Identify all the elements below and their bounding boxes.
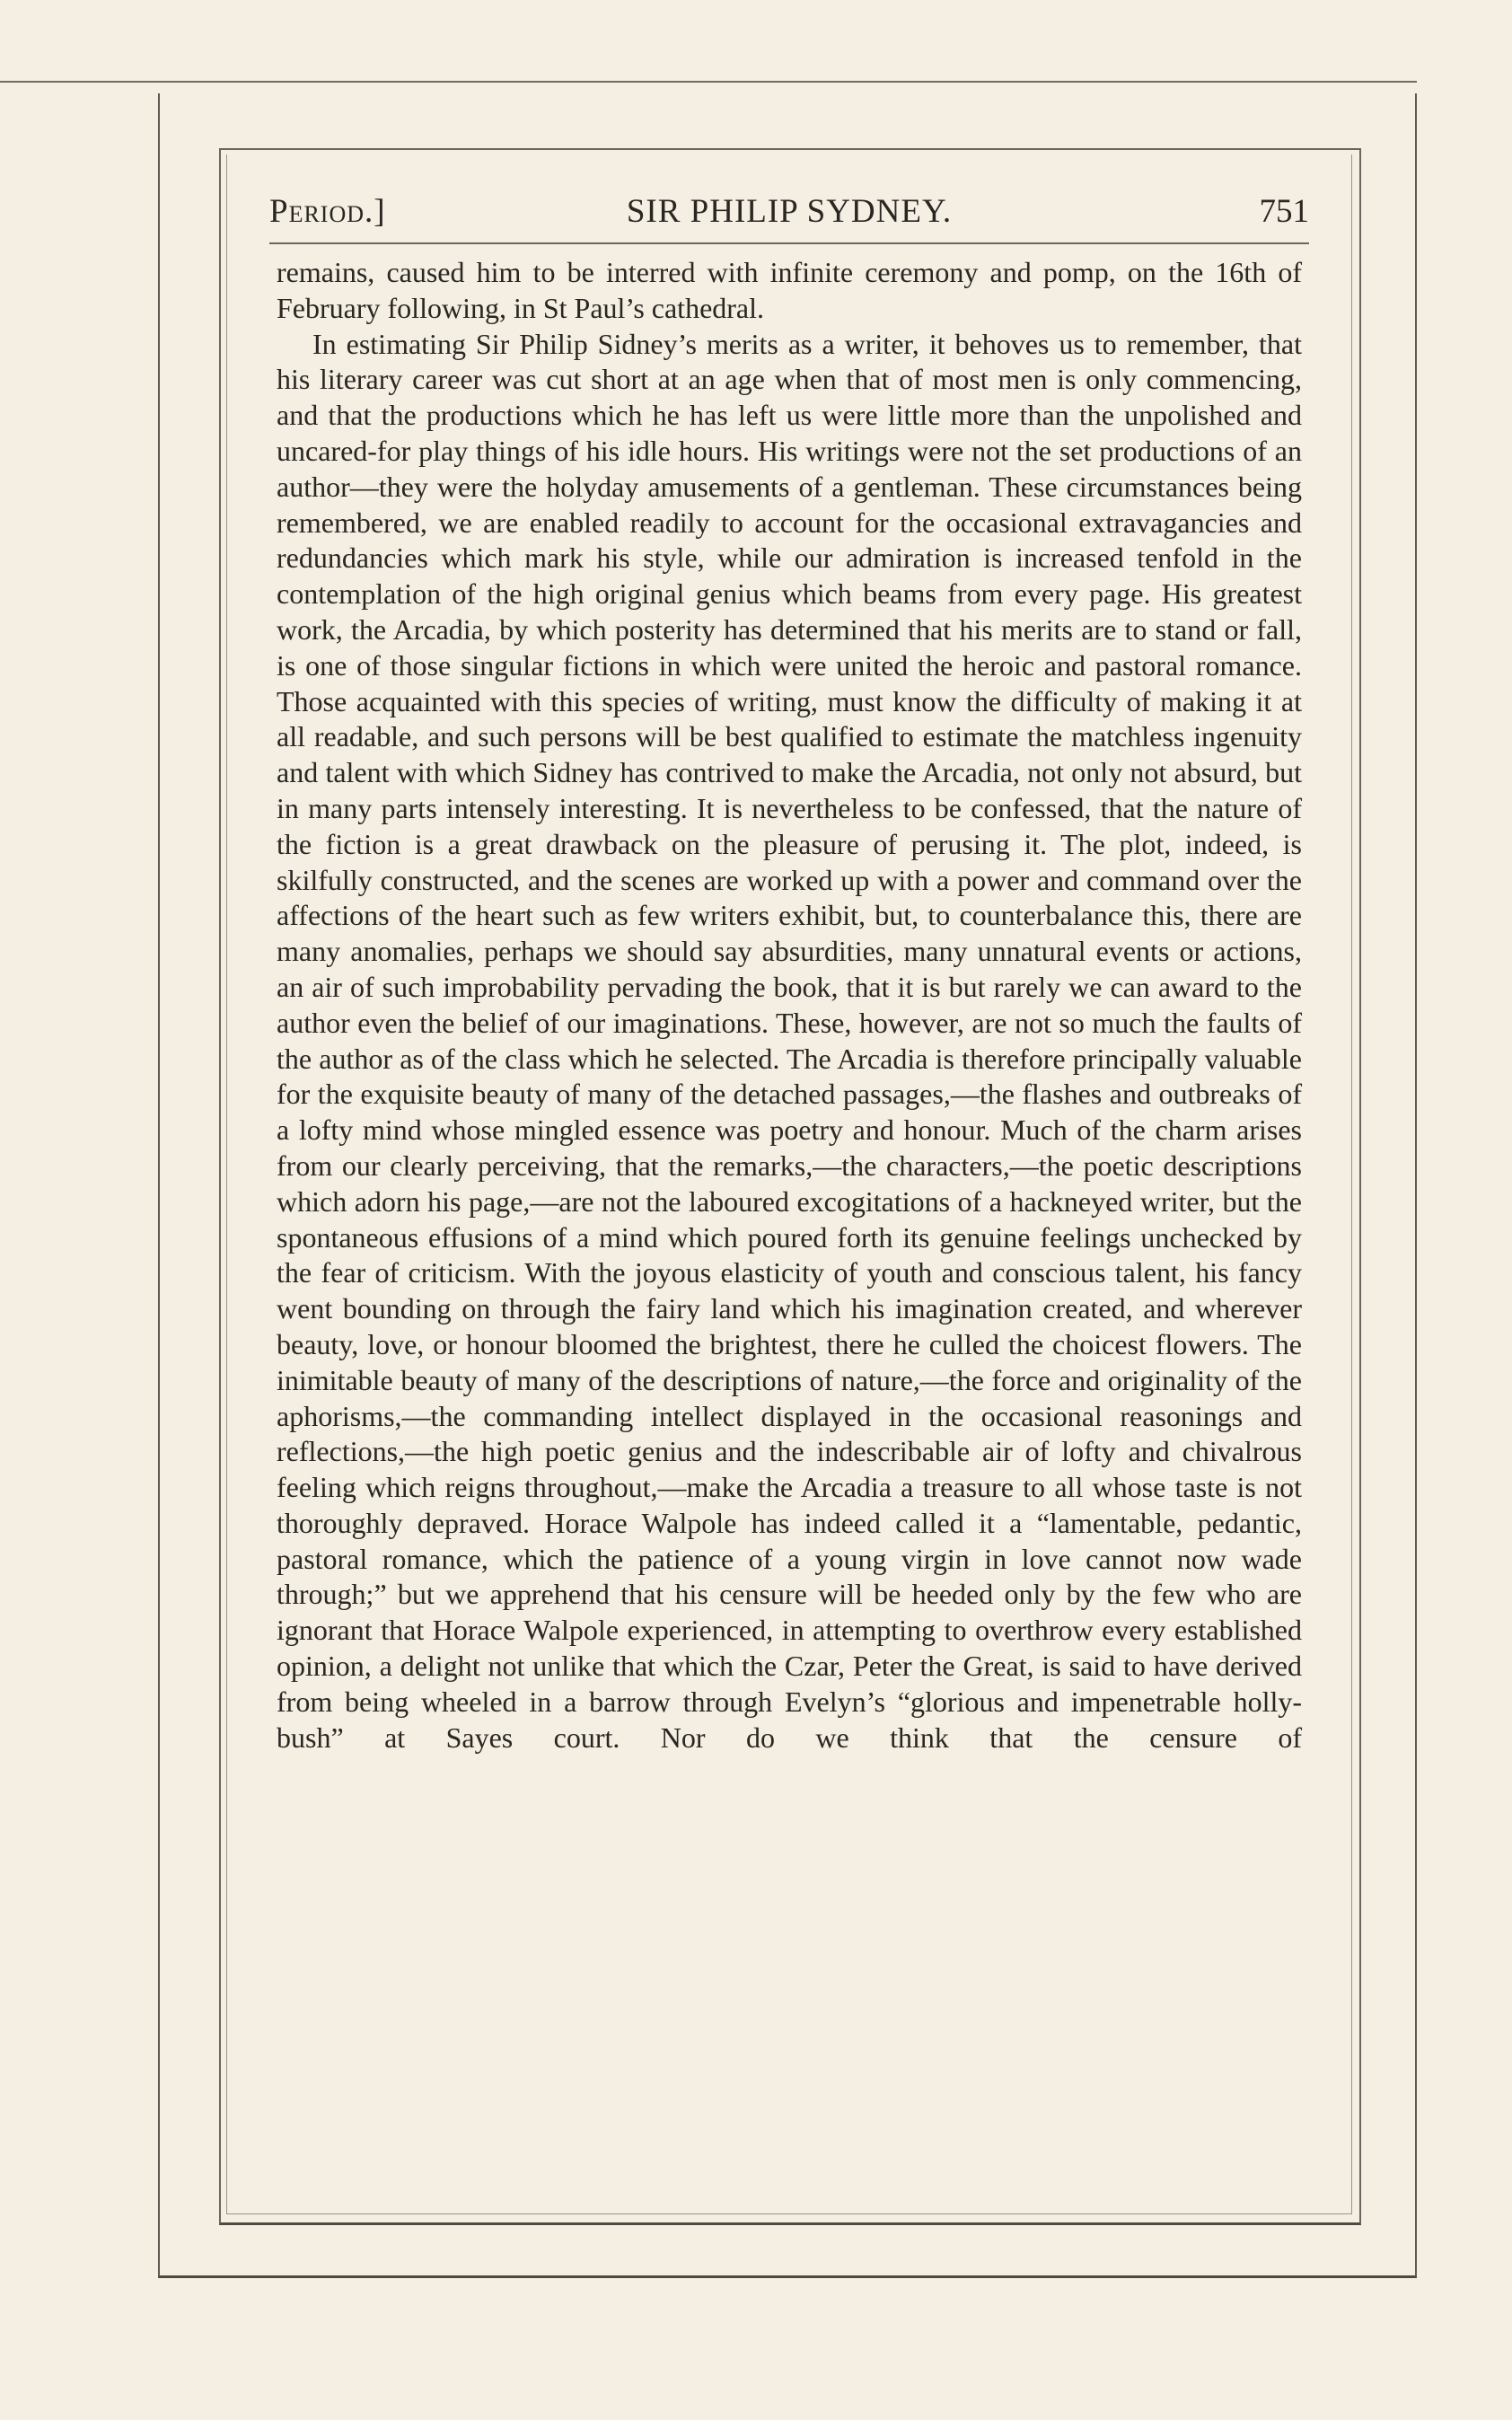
header-rule (269, 242, 1309, 244)
running-head (269, 187, 1309, 237)
running-head-title: SIR PHILIP SYDNEY. (626, 193, 953, 230)
top-page-rule (0, 81, 1417, 83)
running-head-period: Period.] (269, 193, 386, 230)
body-text (277, 255, 1302, 1756)
paragraph-continuation: remains, caused him to be interred with infinite ceremony and pomp, on the 16th of February following, in St Paul’s cathedral. (277, 256, 1302, 324)
page-number: 751 (1259, 193, 1309, 230)
paragraph-arcadia-critique: In estimating Sir Philip Sidney’s merits as a writer, it behoves us to remember, that his literary career was cut short at an age when that of most men is only commencing, and that the productions which he has left us were little more than the unpolished and uncared-for play things of his idle hours. His writings were not the set productions of an author—they were the holyday amusements of a gentleman. These circumstances being remembered, we are enabled readily to account for the occasional extravagancies and redundancies which mark his style, while our admiration is increased tenfold in the contemplation of the high original genius which beams from every page. His greatest work, the Arcadia, by which posterity has determined that his merits are to stand or fall, is one of those singular fictions in which were united the heroic and pastoral romance. Those acquainted with this species of writing, must know the difficulty of making it at all readable, and such persons will be best qualified to estimate the matchless ingenuity and talent with which Sidney has contrived to make the Arcadia, not only not absurd, but in many parts intensely interesting. It is nevertheless to be confessed, that the nature of the fiction is a great drawback on the pleasure of perusing it. The plot, indeed, is skilfully constructed, and the scenes are worked up with a power and command over the affections of the heart such as few writers exhibit, but, to counterbalance this, there are many anomalies, perhaps we should say absurdities, many unnatural events or actions, an air of such improbability pervading the book, that it is but rarely we can award to the author even the belief of our imaginations. These, however, are not so much the faults of the author as of the class which he selected. The Arcadia is therefore principally valuable for the exquisite beauty of many of the detached passages,—the flashes and outbreaks of a lofty mind whose mingled essence was poetry and honour. Much of the charm arises from our clearly perceiving, that the remarks,—the characters,—the poetic descriptions which adorn his page,—are not the laboured excogitations of a hackneyed writer, but the spontaneous effusions of a mind which poured forth its genuine feelings unchecked by the fear of criticism. With the joyous elasticity of youth and conscious talent, his fancy went bounding on through the fairy land which his imagination created, and wherever beauty, love, or honour bloomed the brightest, there he culled the choicest flowers. The inimitable beauty of many of the descriptions of nature,—the force and originality of the aphorisms,—the commanding intellect displayed in the occasional reasonings and reflections,—the high poetic genius and the indescribable air of lofty and chivalrous feeling which reigns throughout,—make the Arcadia a treasure to all whose taste is not thoroughly depraved. Horace Walpole has indeed called it a “lamentable, pedantic, pastoral romance, which the patience of a young virgin in love cannot now wade through;” but we apprehend that his censure will be heeded only by the few who are ignorant that Horace Walpole experienced, in attempting to overthrow every established opinion, a delight not unlike that which the Czar, Peter the Great, is said to have derived from being wheeled in a barrow through Evelyn’s “glorious and impenetrable holly-bush” at Sayes court. Nor do we think that the censure of (277, 327, 1302, 1754)
